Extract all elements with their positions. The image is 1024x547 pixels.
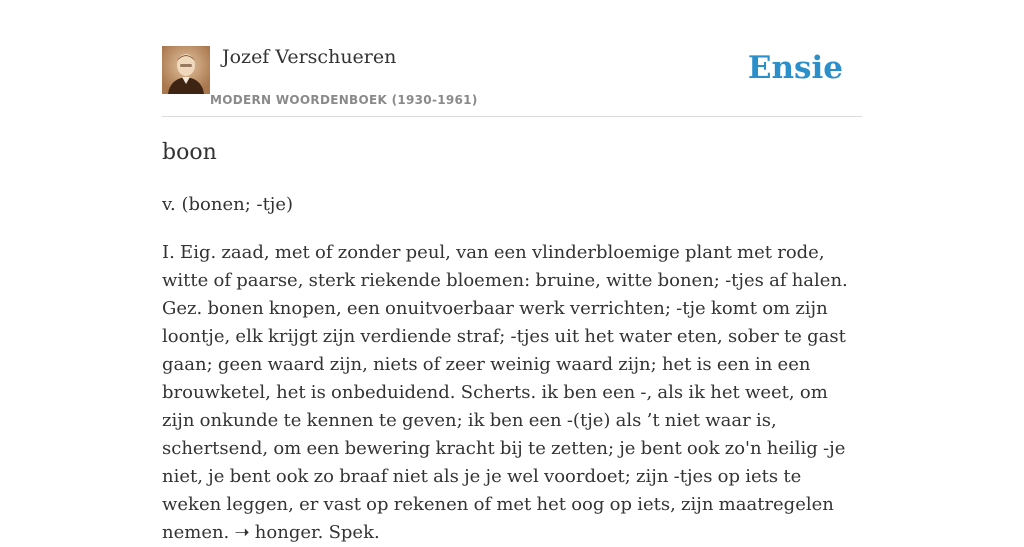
header: [162, 44, 862, 117]
ensie-logo-link[interactable]: Ensie: [747, 50, 843, 86]
author-name[interactable]: Jozef Verschueren: [222, 46, 397, 68]
entry-grammar: v. (bonen; -tje): [162, 194, 294, 215]
entry-term: boon: [162, 140, 217, 165]
author-portrait-icon: [162, 46, 210, 94]
entry-definition: I. Eig. zaad, met of zonder peul, van een vlinderbloemige plant met rode, witte of paarse, sterk riekende bloemen: bruine, witte bonen; -tjes af halen. Gez. bonen knopen, een onuitvoerbaar werk verrichten; -tje komt om zijn loontje, elk krijgt zijn verdiende straf; -tjes uit het water eten, sober te gast gaan; geen waard zijn, niets of zeer weinig waard zijn; het is een in een brouwketel, het is onbeduidend. Scherts. ik ben een -, als ik het weet, om zijn onkunde te kennen te geven; ik ben een -(tje) als ’t niet waar is, schertsend, om een bewering kracht bij te zetten; je bent ook zo'n heilig -je niet, je bent ook zo braaf niet als je je wel voordoet; zijn -tjes op iets te weken leggen, er vast op rekenen of met het oog op iets, zijn maatregelen nemen. ➝ honger. Spek.: [162, 242, 848, 543]
author-avatar[interactable]: [162, 46, 210, 94]
source-dictionary[interactable]: MODERN WOORDENBOEK (1930-1961): [210, 93, 478, 107]
